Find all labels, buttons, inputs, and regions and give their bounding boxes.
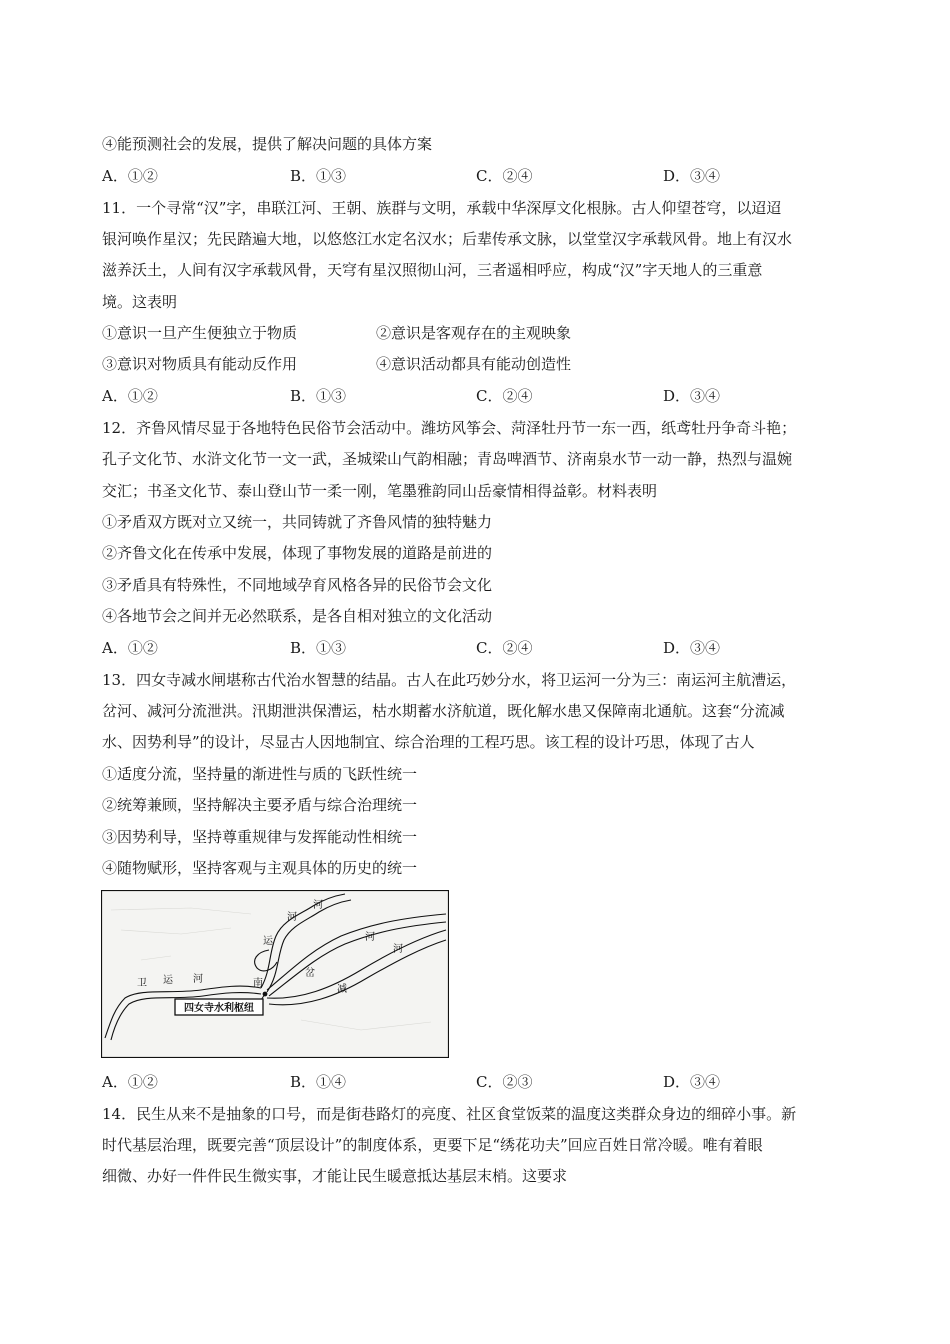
q13-item-2: ②统筹兼顾，坚持解决主要矛盾与综合治理统一 [102, 796, 418, 814]
map-label-jian-he: 河 [393, 944, 403, 955]
q13-option-a[interactable]: A．①② [102, 1073, 158, 1091]
q11-stem-line-1: 11．一个寻常“汉”字，串联江河、王朝、族群与文明，承载中华深厚文化根脉。古人仰望苍穹，以迢迢 [102, 199, 782, 217]
q13-option-c[interactable]: C．②③ [476, 1073, 533, 1091]
map-label-jian: 减 [337, 984, 347, 995]
q11-options [102, 386, 862, 406]
q10-options [102, 166, 862, 186]
q13-stem-line-3: 水、因势利导”的设计，尽显古人因地制宜、综合治理的工程巧思。该工程的设计巧思，体现了古人 [102, 733, 755, 751]
q12-item-1: ①矛盾双方既对立又统一，共同铸就了齐鲁风情的独特魅力 [102, 513, 493, 531]
q13-options [102, 1072, 862, 1092]
map-label-cha: 岔 [305, 968, 315, 979]
q13-item-3: ③因势利导，坚持尊重规律与发挥能动性相统一 [102, 828, 418, 846]
q11-item-1: ①意识一旦产生便独立于物质 [102, 324, 298, 342]
map-label-nan-he: 河 [287, 912, 297, 923]
map-label-nan-yun: 运 [263, 936, 273, 947]
map-label-nan: 南 [253, 978, 263, 989]
map-label-cha-he: 河 [365, 932, 375, 943]
q11-items-row-2 [102, 354, 862, 374]
q11-stem-line-3: 滋养沃土，人间有汉字承载风骨，天穹有星汉照彻山河，三者遥相呼应，构成“汉”字天地人的三重意 [102, 261, 763, 279]
river-map-svg [101, 890, 449, 1058]
q10-item-4: ④能预测社会的发展，提供了解决问题的具体方案 [102, 135, 433, 153]
map-label-top-he: 河 [313, 900, 323, 911]
q12-options [102, 638, 862, 658]
q11-items-row-1 [102, 323, 862, 343]
q11-option-a[interactable]: A．①② [102, 387, 158, 405]
map-label-wei-yun: 运 [163, 975, 173, 986]
q11-item-4: ④意识活动都具有能动创造性 [376, 355, 572, 373]
q11-stem-line-4: 境。这表明 [102, 293, 178, 311]
q11-option-c[interactable]: C．②④ [476, 387, 533, 405]
q13-stem-line-2: 岔河、减河分流泄洪。汛期泄洪保漕运，枯水期蓄水济航道，既化解水患又保障南北通航。这套“分流减 [102, 702, 785, 720]
river-map-figure [101, 890, 449, 1058]
q12-option-c[interactable]: C．②④ [476, 639, 533, 657]
q14-stem-line-1: 14．民生从来不是抽象的口号，而是街巷路灯的亮度、社区食堂饭菜的温度这类群众身边的细碎小事。新 [102, 1105, 797, 1123]
q10-option-d[interactable]: D．③④ [663, 167, 721, 185]
q13-item-4: ④随物赋形，坚持客观与主观具体的历史的统一 [102, 859, 418, 877]
q12-item-3: ③矛盾具有特殊性，不同地域孕育风格各异的民俗节会文化 [102, 576, 493, 594]
q11-item-2: ②意识是客观存在的主观映象 [376, 324, 572, 342]
q13-option-b[interactable]: B．①④ [290, 1073, 347, 1091]
q12-stem-line-1: 12．齐鲁风情尽显于各地特色民俗节会活动中。潍坊风筝会、菏泽牡丹节一东一西，纸鸢牡丹争奇斗艳； [102, 419, 797, 437]
q10-option-a[interactable]: A．①② [102, 167, 158, 185]
q12-stem-line-2: 孔子文化节、水浒文化节一文一武，圣城梁山气韵相融；青岛啤酒节、济南泉水节一动一静，热烈与温婉 [102, 450, 793, 468]
q12-option-a[interactable]: A．①② [102, 639, 158, 657]
q14-stem-line-3: 细微、办好一件件民生微实事，才能让民生暖意抵达基层末梢。这要求 [102, 1167, 568, 1185]
map-label-wei: 卫 [137, 978, 147, 989]
q12-item-4: ④各地节会之间并无必然联系，是各自相对独立的文化活动 [102, 607, 493, 625]
q11-item-3: ③意识对物质具有能动反作用 [102, 355, 298, 373]
q12-option-d[interactable]: D．③④ [663, 639, 721, 657]
q12-item-2: ②齐鲁文化在传承中发展，体现了事物发展的道路是前进的 [102, 544, 493, 562]
q14-stem-line-2: 时代基层治理，既要完善“顶层设计”的制度体系，更要下足“绣花功夫”回应百姓日常冷暖。唯有着眼 [102, 1136, 763, 1154]
q13-stem-line-1: 13．四女寺减水闸堪称古代治水智慧的结晶。古人在此巧妙分水，将卫运河一分为三：南运河主航漕运， [102, 671, 797, 689]
q10-option-c[interactable]: C．②④ [476, 167, 533, 185]
q10-option-b[interactable]: B．①③ [290, 167, 347, 185]
q12-stem-line-3: 交汇；书圣文化节、泰山登山节一柔一刚，笔墨雅韵同山岳豪情相得益彰。材料表明 [102, 482, 658, 500]
q11-option-d[interactable]: D．③④ [663, 387, 721, 405]
q13-item-1: ①适度分流，坚持量的渐进性与质的飞跃性统一 [102, 765, 418, 783]
q11-option-b[interactable]: B．①③ [290, 387, 347, 405]
q12-option-b[interactable]: B．①③ [290, 639, 347, 657]
q11-stem-line-2: 银河唤作星汉；先民踏遍大地，以悠悠江水定名汉水；后辈传承文脉，以堂堂汉字承载风骨。地上有汉水 [102, 230, 793, 248]
q13-option-d[interactable]: D．③④ [663, 1073, 721, 1091]
hub-label: 四女寺水利枢纽 [184, 1003, 254, 1014]
map-label-wei-he: 河 [193, 974, 203, 985]
